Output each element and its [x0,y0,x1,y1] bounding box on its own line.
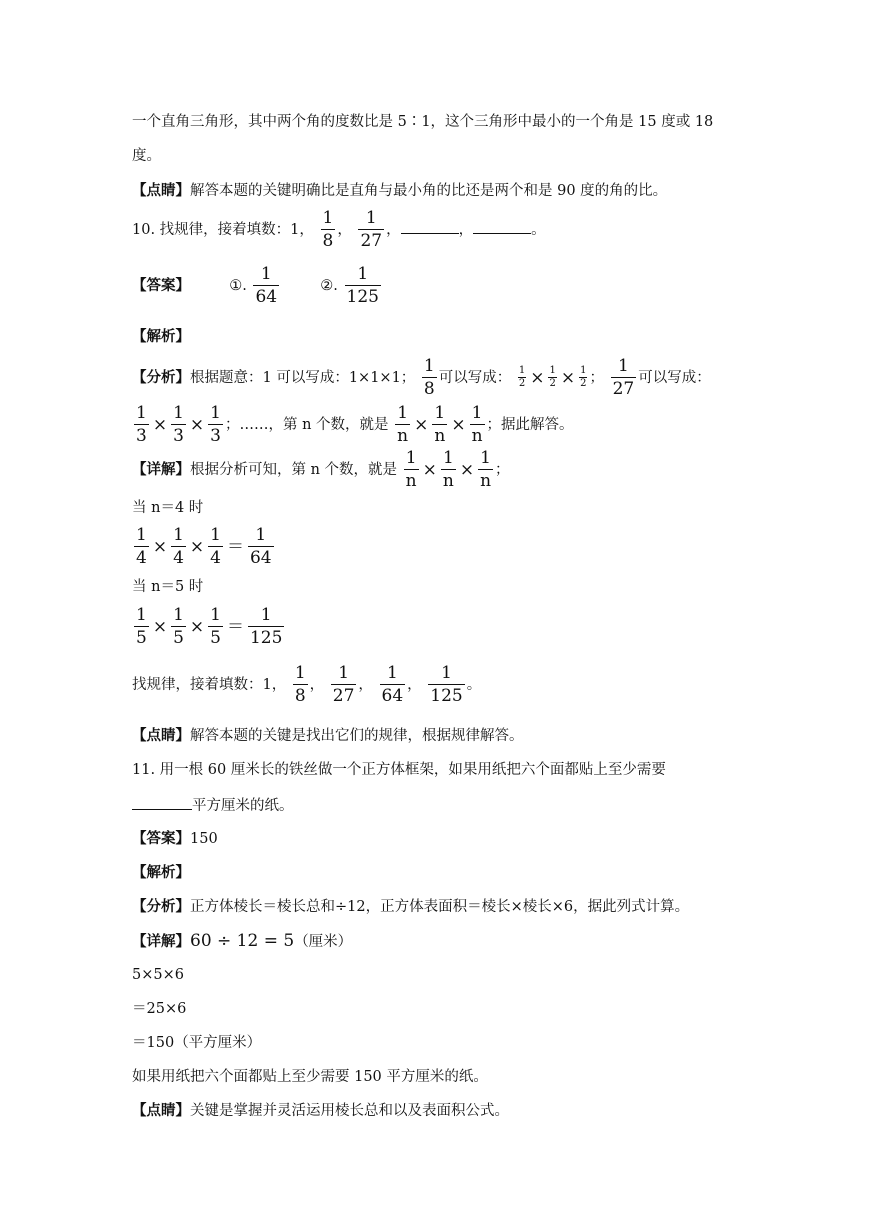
calc-conclusion: 如果用纸把六个面都贴上至少需要 150 平方厘米的纸。 [132,1069,488,1085]
answer-blank [132,795,192,810]
fraction: $\frac{1}{2}$ [518,365,526,389]
fraction: $\frac{1}{64}$ [381,663,404,706]
calc-line: ＝150（平方厘米） [132,1035,262,1051]
fraction: $\frac{1}{27}$ [360,208,383,251]
fraction: $\frac{1}{n}$ [471,403,483,446]
analysis-heading: 【解析】 [132,328,190,345]
answer-blank [473,219,531,234]
fraction: $\frac{1}{125}$ [430,663,463,706]
conclusion-line: 找规律，接着填数：1， $\frac{1}{8}$ ， $\frac{1}{27}$ ， $\frac{1}{64}$ ， $\frac{1}{125}$ 。 [132,663,482,706]
question-10: 10. 找规律，接着填数：1， $\frac{1}{8}$ ， $\frac{1}{27}$ ， ， 。 [132,208,546,251]
answer-blank [401,219,459,234]
fraction: $\frac{1}{5}$ [136,605,147,648]
analysis-heading: 【解析】 [132,864,190,881]
equation: $\frac{1}{5}$ × $\frac{1}{5}$ × $\frac{1}{5}$ ＝ $\frac{1}{125}$ [136,605,283,648]
fraction: $\frac{1}{8}$ [322,208,334,251]
tip-text: 解答本题的关键明确比是直角与最小角的比还是两个和是 90 度的角的比。 [190,183,668,199]
answer-10 [132,266,383,306]
calc-line: 5×5×6 [132,967,184,983]
tip-paragraph: 【点睛】解答本题的关键是找出它们的规律，根据规律解答。 [132,727,524,744]
answer-marker: ②. [320,278,338,294]
fraction: $\frac{1}{64}$ [255,264,278,307]
tip-tag: 【点睛】 [132,182,190,199]
calc-line: ＝25×6 [132,1001,187,1017]
fraction: $\frac{1}{n}$ [397,403,409,446]
fraction: $\frac{1}{n}$ [405,448,417,491]
detail-line: 当 n＝5 时 [132,579,204,595]
tip-paragraph: 【点睛】关键是掌握并灵活运用棱长总和以及表面积公式。 [132,1102,509,1119]
detail-line: 【详解】根据分析可知，第 n 个数，就是 $\frac{1}{n}$ × $\frac{1}{n}$ × $\frac{1}{n}$ ； [132,448,510,491]
fraction: $\frac{1}{5}$ [173,605,184,648]
fraction: $\frac{1}{2}$ [580,365,587,389]
answer-11: 【答案】150 [132,830,218,847]
fraction: $\frac{1}{n}$ [480,448,492,491]
fraction: $\frac{1}{4}$ [136,525,147,568]
tip-paragraph [132,181,667,201]
question-11-line2: 平方厘米的纸。 [132,795,294,816]
equation: $\frac{1}{4}$ × $\frac{1}{4}$ × $\frac{1}{4}$ ＝ $\frac{1}{64}$ [136,525,272,568]
fraction: $\frac{1}{8}$ [423,356,435,399]
detail-line: 当 n＝4 时 [132,500,204,516]
fraction: $\frac{1}{8}$ [294,663,306,706]
answer-tag: 【答案】 [132,277,190,294]
fraction: $\frac{1}{n}$ [434,403,446,446]
fraction: $\frac{1}{27}$ [612,356,635,399]
fraction: $\frac{1}{5}$ [210,605,221,648]
fraction: $\frac{1}{27}$ [332,663,355,706]
analysis-line: $\frac{1}{3}$ × $\frac{1}{3}$ × $\frac{1}{3}$ ；……，第 n 个数，就是 $\frac{1}{n}$ × $\frac{1}{n}$ × $\frac{1}{n}$ ；据此解答。 [136,403,574,446]
paragraph-line: 度。 [132,148,161,164]
fraction: $\frac{1}{3}$ [136,403,147,446]
question-text: 10. 找规律，接着填数：1， [132,222,314,238]
analysis-line: 【分析】正方体棱长＝棱长总和÷12，正方体表面积＝棱长×棱长×6，据此列式计算。 [132,898,690,915]
analysis-line: 【分析】根据题意：1 可以写成：1×1×1； $\frac{1}{8}$ 可以写成： $\frac{1}{2}$ × $\frac{1}{2}$ × $\frac{1}{2}$ ； $\frac{1}{27}$ 可以写成： [132,356,711,399]
fraction: $\frac{1}{64}$ [249,525,272,568]
fraction: $\frac{1}{125}$ [249,605,283,648]
fraction: $\frac{1}{3}$ [173,403,184,446]
question-11: 11. 用一根 60 厘米长的铁丝做一个正方体框架，如果用纸把六个面都贴上至少需要 [132,762,666,778]
fraction: $\frac{1}{2}$ [549,365,556,389]
fraction: $\frac{1}{n}$ [442,448,454,491]
detail-line: 【详解】60 ÷ 12 = 5（厘米） [132,931,353,951]
answer-marker: ①. [229,278,247,294]
paragraph-line: 一个直角三角形，其中两个角的度数比是 5∶1，这个三角形中最小的一个角是 15 度或 18 [132,114,714,130]
fraction: $\frac{1}{4}$ [173,525,184,568]
fraction: $\frac{1}{4}$ [210,525,221,568]
fraction: $\frac{1}{125}$ [346,264,379,307]
fraction: $\frac{1}{3}$ [210,403,221,446]
